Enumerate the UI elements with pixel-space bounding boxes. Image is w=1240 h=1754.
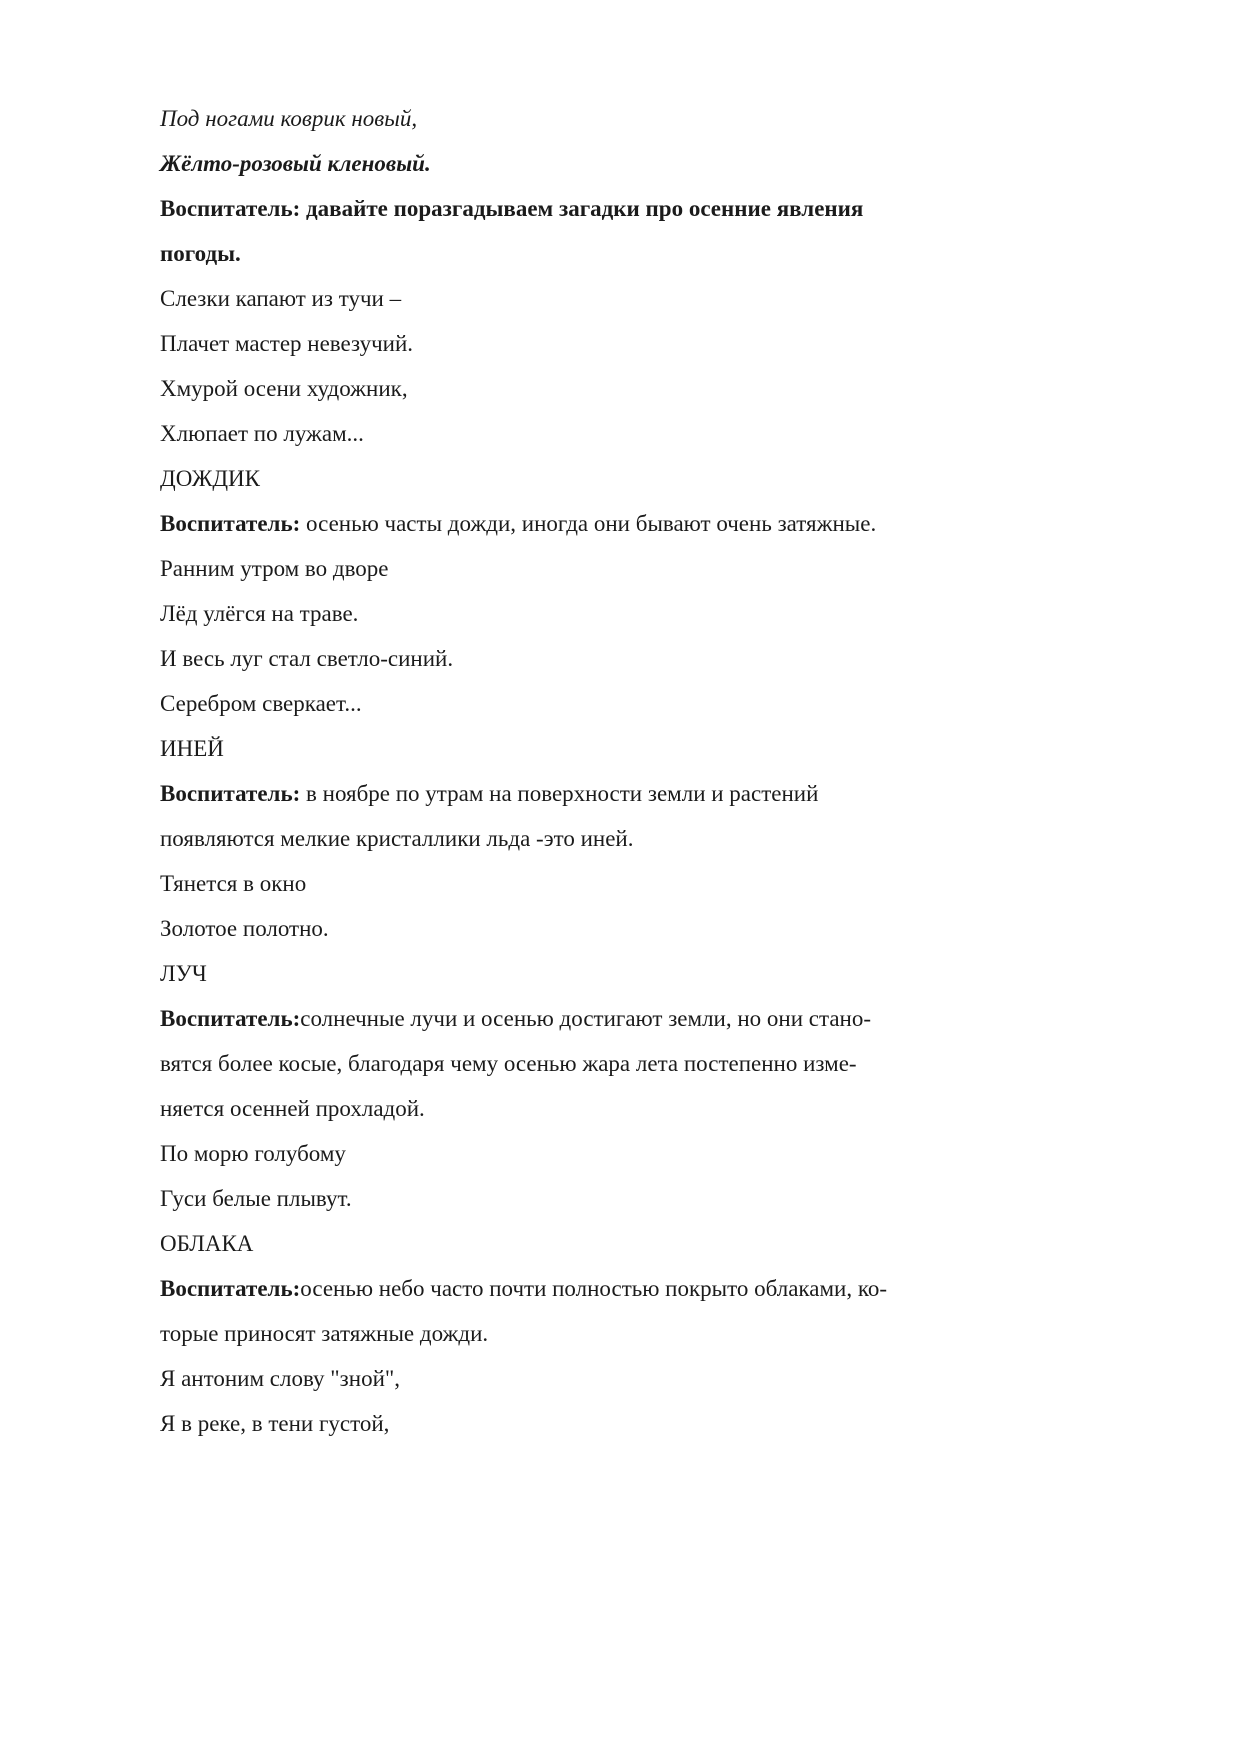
text-line: [160, 771, 1130, 816]
speaker-text: солнечные лучи и осенью достигают земли, но они стано-: [300, 1006, 872, 1031]
riddle-answer: ОБЛАКА: [160, 1231, 254, 1256]
text-line: По морю голубому: [160, 1141, 346, 1166]
text-line: [160, 501, 1130, 546]
text-line: Тянется в окно: [160, 871, 307, 896]
text-line: Хмурой осени художник,: [160, 376, 408, 401]
speaker-text: в ноябре по утрам на поверхности земли и растений: [300, 781, 819, 806]
text-line: Жёлто-розовый кленовый.: [160, 151, 431, 176]
riddle-answer: ИНЕЙ: [160, 736, 224, 761]
text-line: Лёд улёгся на траве.: [160, 601, 359, 626]
text-line: Слезки капают из тучи –: [160, 286, 402, 311]
text-line: Я в реке, в тени густой,: [160, 1411, 390, 1436]
text-line: И весь луг стал светло-синий.: [160, 646, 454, 671]
text-line: торые приносят затяжные дожди.: [160, 1321, 489, 1346]
speaker-label: Воспитатель:: [160, 511, 301, 536]
text-line: Под ногами коврик новый,: [160, 106, 418, 131]
speaker-label: Воспитатель:: [160, 1006, 301, 1031]
riddle-answer: ДОЖДИК: [160, 466, 260, 491]
text-line: Хлюпает по лужам...: [160, 421, 364, 446]
text-line: няется осенней прохладой.: [160, 1096, 425, 1121]
text-line: Я антоним слову "зной",: [160, 1366, 401, 1391]
speaker-label: Воспитатель:: [160, 781, 301, 806]
text-line: погоды.: [160, 241, 241, 266]
text-line: Воспитатель: давайте поразгадываем загадки про осенние явления: [160, 196, 864, 221]
riddle-answer: ЛУЧ: [160, 961, 207, 986]
text-line: Серебром сверкает...: [160, 691, 362, 716]
speaker-text: осенью часты дожди, иногда они бывают очень затяжные.: [300, 511, 877, 536]
speaker-label: Воспитатель:: [160, 1276, 301, 1301]
text-line: [160, 996, 1130, 1041]
text-line: появляются мелкие кристаллики льда -это иней.: [160, 826, 634, 851]
text-line: Ранним утром во дворе: [160, 556, 389, 581]
speaker-text: осенью небо часто почти полностью покрыто облаками, ко-: [300, 1276, 887, 1301]
text-line: Плачет мастер невезучий.: [160, 331, 414, 356]
text-line: Золотое полотно.: [160, 916, 329, 941]
text-line: вятся более косые, благодаря чему осенью жара лета постепенно изме-: [160, 1051, 857, 1076]
text-line: [160, 1266, 1130, 1311]
document-lines: [160, 96, 1130, 1446]
text-line: Гуси белые плывут.: [160, 1186, 352, 1211]
